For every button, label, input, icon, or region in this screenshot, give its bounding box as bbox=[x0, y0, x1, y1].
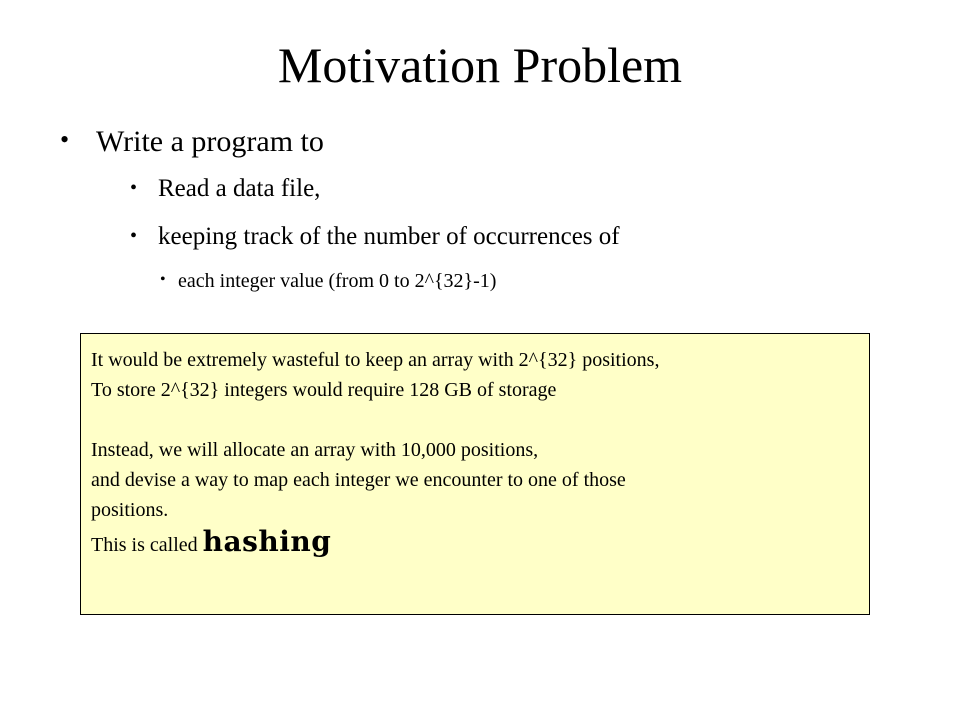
bullet-level2-track-occurrences bbox=[130, 220, 620, 254]
slide-title: Motivation Problem bbox=[277, 37, 683, 93]
note-spacer bbox=[91, 405, 859, 435]
note-line: To store 2^{32} integers would require 128 GB of storage bbox=[91, 379, 557, 401]
bullet-marker: • bbox=[130, 177, 138, 199]
bullet-level2-read-file bbox=[130, 172, 320, 206]
hashing-keyword: hashing bbox=[202, 525, 332, 558]
bullet-marker: • bbox=[160, 271, 166, 288]
note-line: positions. bbox=[91, 499, 169, 521]
note-line: It would be extremely wasteful to keep an array with 2^{32} positions, bbox=[91, 349, 660, 371]
note-line: Instead, we will allocate an array with 10,000 positions, bbox=[91, 439, 539, 461]
bullet-text: keeping track of the number of occurrences of bbox=[158, 223, 620, 250]
note-box bbox=[80, 333, 870, 615]
bullet-marker: • bbox=[130, 225, 138, 247]
bullet-text: Write a program to bbox=[96, 125, 324, 158]
bullet-text: Read a data file, bbox=[158, 175, 321, 202]
bullet-text: each integer value (from 0 to 2^{32}-1) bbox=[178, 270, 497, 292]
note-line: and devise a way to map each integer we encounter to one of those bbox=[91, 469, 626, 491]
note-conclusion-prefix: This is called bbox=[91, 534, 203, 556]
bullet-level1 bbox=[60, 122, 324, 162]
bullet-marker: • bbox=[60, 125, 70, 154]
note-conclusion bbox=[91, 527, 859, 560]
bullet-level3-integer-range bbox=[160, 266, 496, 296]
